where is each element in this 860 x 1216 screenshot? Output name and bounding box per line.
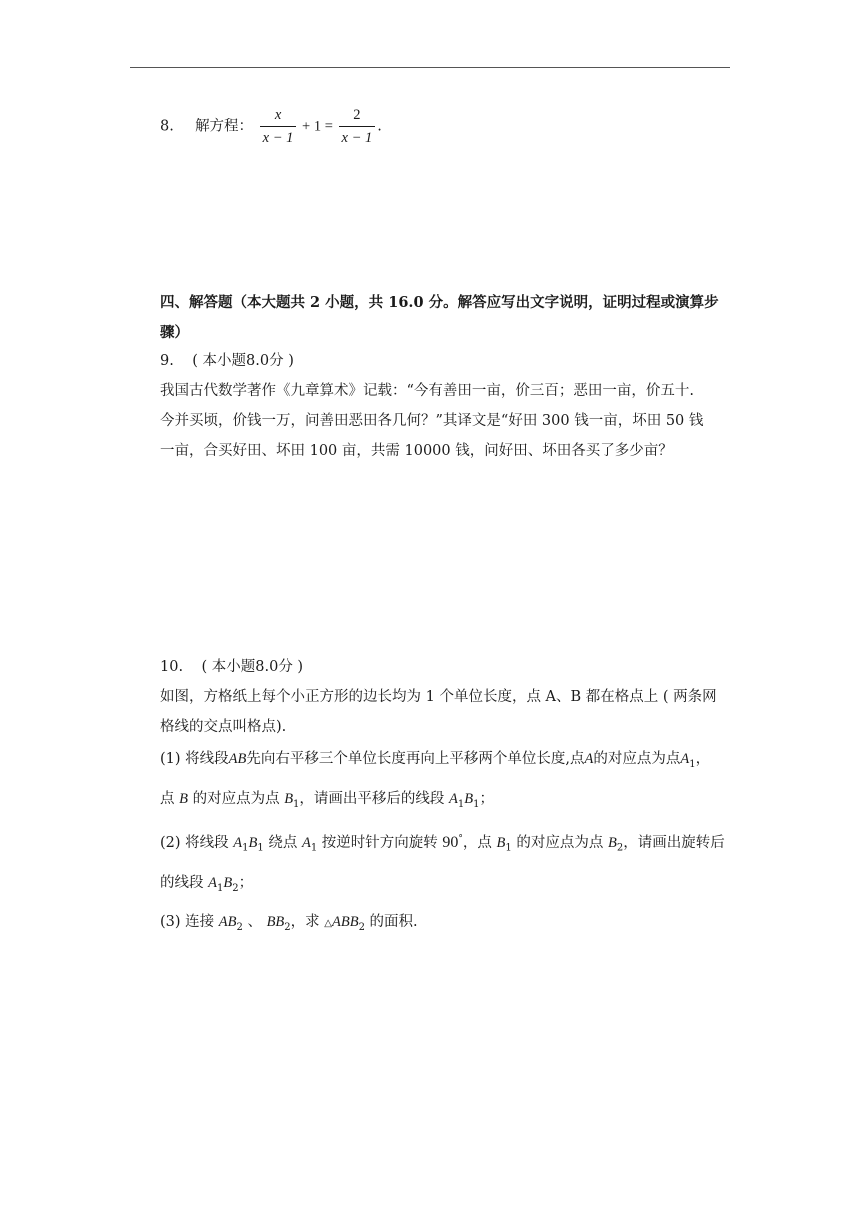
q10-p1-text: 的对应点为点 (187, 790, 285, 807)
q10-p1-text: (1) 将线段 (160, 751, 229, 767)
q10-p1-subscript: 1 (457, 798, 465, 810)
q10-p2-subscript: 1 (242, 842, 249, 854)
q10-p2-subscript: 2 (232, 882, 239, 894)
q10-p2-text: 的线段 (160, 874, 209, 891)
q8-label: 解方程： (195, 118, 254, 135)
q10-p2-text: ，点 (462, 834, 497, 851)
section-4-line1: 四、解答题（本大题共 2 小题，共 16.0 分。解答应写出文字说明，证明过程或演算步 (160, 294, 719, 311)
q10-header: 10. ( 本小题8.0分 ) (160, 659, 304, 675)
q10-p2-segment-a1b2: B (223, 874, 233, 891)
q10-p3-text: 、 (242, 914, 267, 931)
q10-p1-segment-ab: AB (228, 751, 247, 767)
q10-p1-segment-a1b1: B (464, 790, 474, 807)
q10-part1 (160, 742, 750, 822)
q10-p2-subscript: 2 (616, 842, 624, 854)
q10-p1-subscript: 1 (293, 798, 300, 810)
q10-p1-text: 点 (160, 790, 180, 807)
question-10 (160, 652, 750, 945)
q10-p2-text: ； (238, 874, 254, 891)
triangle-icon: △ (324, 918, 332, 930)
q10-p1-subscript: 1 (473, 798, 480, 810)
q9-header: 9. ( 本小题8.0分 ) (160, 353, 294, 369)
q10-p1-point-a1: A (680, 751, 690, 767)
section-4-line2: 骤） (160, 324, 189, 341)
q10-p1-text: ，请画出平移后的线段 (299, 790, 450, 807)
q10-p3-subscript: 2 (284, 922, 291, 934)
q10-p2-angle: 90 (442, 833, 459, 851)
q10-p1-text: ； (479, 790, 494, 807)
q10-p3-text: ，求 (290, 914, 325, 931)
q9-line2: 今并买顷，价钱一万，问善田恶田各几何？”其译文是“好田 300 钱一亩，坏田 50 钱 (160, 413, 704, 429)
q10-p2-segment-a1b1: B (248, 834, 258, 851)
q8-lhs-fraction (260, 104, 297, 149)
q10-p3-subscript: 2 (236, 922, 243, 934)
q8-rhs-denominator: x − 1 (341, 130, 373, 146)
q10-p2-text: 按逆时针方向旋转 (317, 834, 443, 851)
q8-end: . (377, 118, 382, 135)
q10-p2-point-b1: B (496, 834, 506, 851)
question-9 (160, 346, 750, 466)
header-rule (130, 67, 730, 68)
q10-p3-segment-bb2: BB (266, 914, 285, 931)
q10-p3-text: 的面积. (364, 914, 418, 931)
q10-p1-subscript: 1 (689, 758, 696, 770)
q10-p2-subscript: 1 (310, 842, 318, 854)
q10-p1-text: 的对应点为点 (593, 751, 681, 767)
q10-p2-segment-a1b2: A (208, 874, 217, 891)
question-8 (160, 104, 382, 149)
q10-intro-line1: 如图，方格纸上每个小正方形的边长均为 1 个单位长度，点 A、B 都在格点上 ( 两条网 (160, 689, 717, 705)
q8-rhs-numerator: 2 (339, 104, 376, 127)
q10-p2-text: 绕点 (263, 834, 302, 851)
q10-p2-segment-a1b1: A (233, 834, 243, 851)
q8-rhs-fraction (339, 104, 376, 149)
q10-p2-subscript: 1 (257, 842, 264, 854)
q10-p2-point-a1: A (301, 834, 311, 851)
section-4-heading (160, 288, 740, 348)
q10-p2-point-b2: B (607, 834, 617, 851)
q10-p3-triangle-abb2: ABB (331, 914, 359, 931)
q9-line3: 一亩，合买好田、坏田 100 亩，共需 10000 钱，问好田、坏田各买了多少亩？ (160, 443, 673, 459)
q10-p1-point-a: A (584, 751, 594, 767)
q10-p1-point-b: B (179, 790, 188, 807)
q10-p3-subscript: 2 (358, 922, 365, 934)
q10-p1-point-b1: B (284, 790, 294, 807)
q8-plus-one: + 1 = (298, 118, 337, 135)
q10-p2-subscript: 1 (505, 842, 512, 854)
q10-p2-text: ，请画出旋转后 (623, 834, 725, 851)
q9-line1: 我国古代数学著作《九章算术》记载：“今有善田一亩，价三百；恶田一亩，价五十. (160, 383, 695, 399)
q10-p2-text: (2) 将线段 (160, 834, 234, 851)
q8-lhs-denominator: x − 1 (262, 130, 294, 146)
q10-p3-segment-ab2: AB (218, 914, 237, 931)
q8-number: 8. (160, 118, 174, 135)
q10-p1-text: ， (695, 751, 711, 767)
q10-p1-segment-a1b1: A (449, 790, 458, 807)
q10-p3-text: (3) 连接 (160, 914, 219, 931)
q10-p1-text: 先向右平移三个单位长度再向上平移两个单位长度,点 (246, 751, 585, 767)
q10-p2-text: 的对应点为点 (511, 834, 608, 851)
q8-lhs-numerator: x (260, 104, 297, 127)
q10-intro-line2: 格线的交点叫格点). (160, 719, 287, 735)
q10-p2-subscript: 1 (216, 882, 224, 894)
q10-part3 (160, 905, 750, 945)
q10-p2-degree: ° (458, 833, 463, 844)
q10-part2 (160, 822, 750, 906)
